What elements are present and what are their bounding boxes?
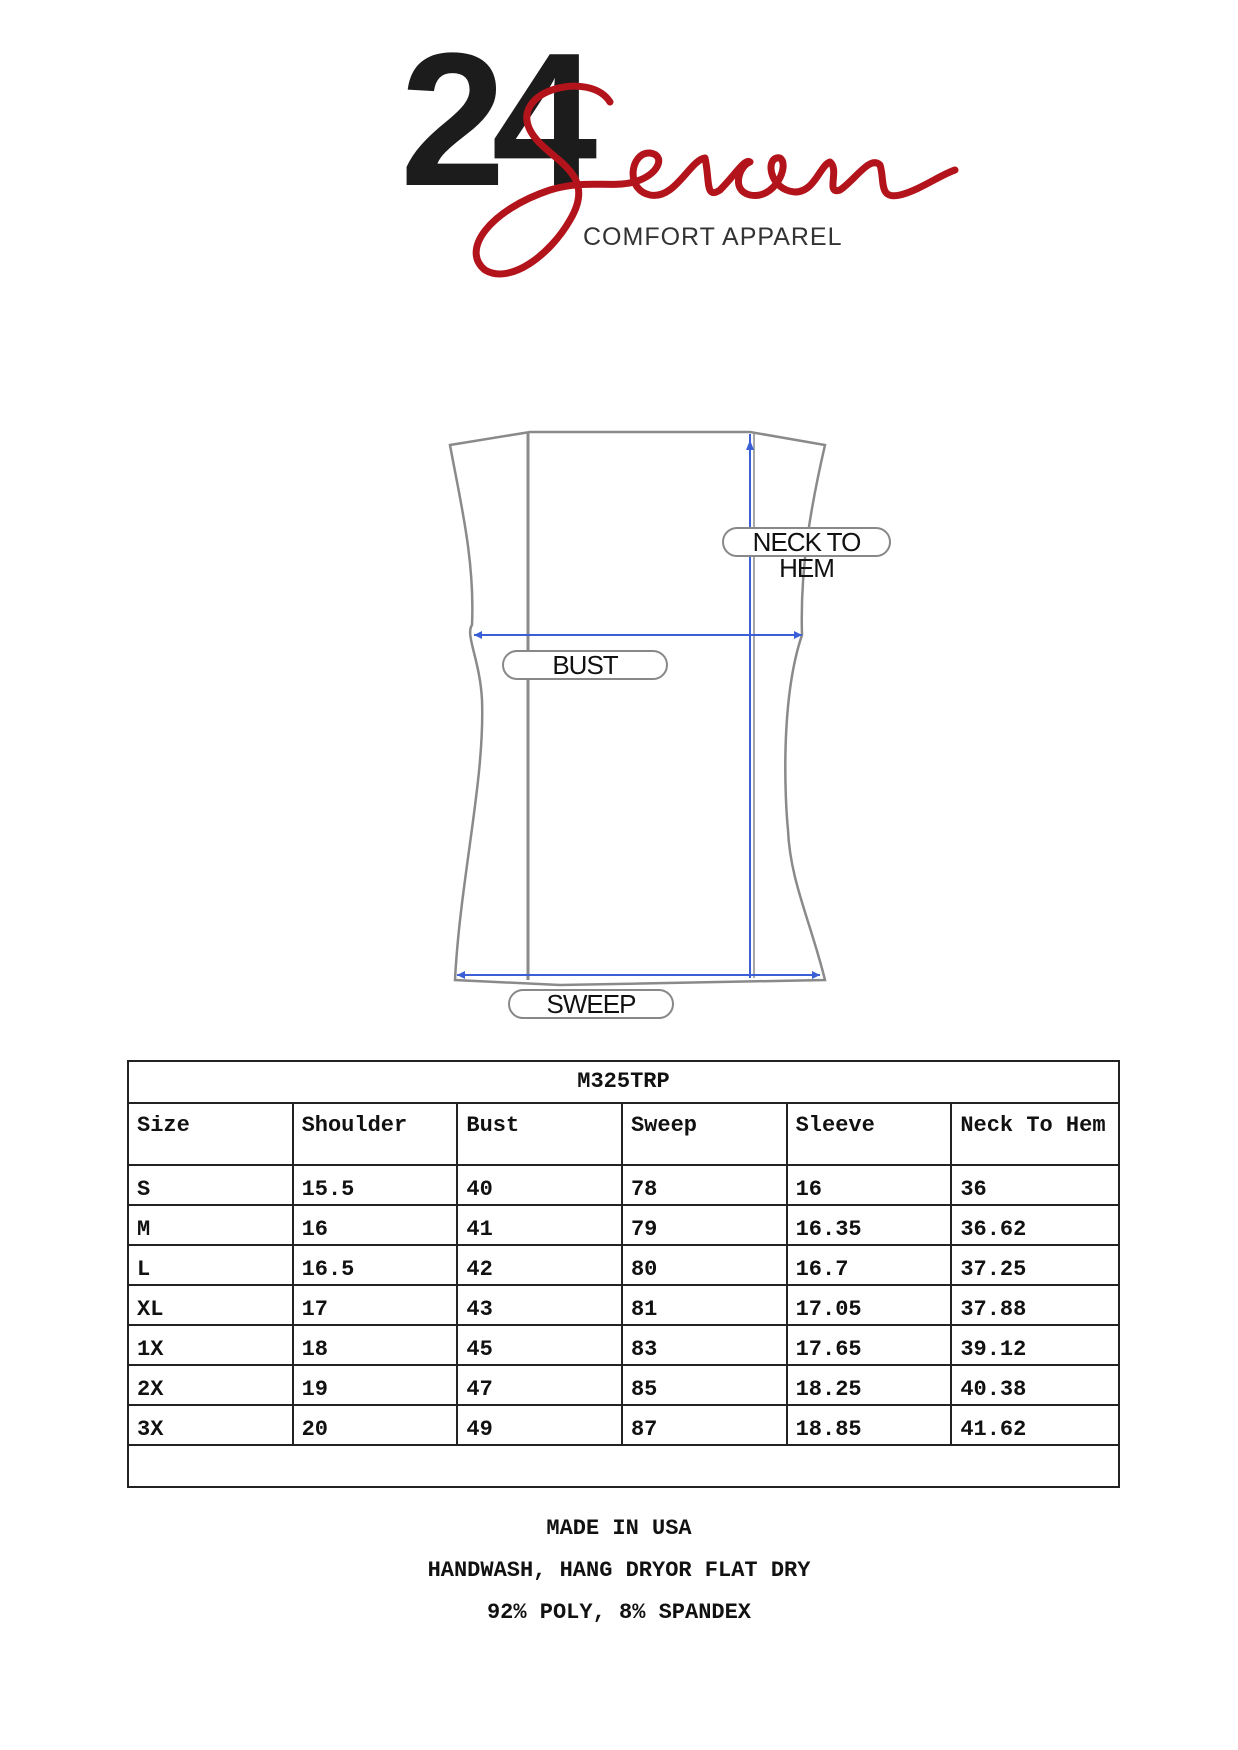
neck-to-hem-cell: 40.38 — [951, 1365, 1119, 1405]
sleeve-cell: 17.65 — [787, 1325, 952, 1365]
neck-to-hem-cell: 36.62 — [951, 1205, 1119, 1245]
logo-script-seven — [400, 14, 960, 290]
neck-to-hem-label: NECK TO HEM — [722, 527, 891, 557]
shoulder-cell: 19 — [293, 1365, 458, 1405]
shoulder-cell: 16 — [293, 1205, 458, 1245]
logo-number: 24 — [400, 14, 584, 226]
neck-to-hem-cell: 39.12 — [951, 1325, 1119, 1365]
neck-to-hem-cell: 37.88 — [951, 1285, 1119, 1325]
bust-cell: 41 — [457, 1205, 622, 1245]
size-cell: 1X — [128, 1325, 293, 1365]
shoulder-cell: 18 — [293, 1325, 458, 1365]
neck-to-hem-cell: 36 — [951, 1165, 1119, 1205]
size-cell: S — [128, 1165, 293, 1205]
sleeve-cell: 16 — [787, 1165, 952, 1205]
shoulder-cell: 20 — [293, 1405, 458, 1445]
neck-to-hem-cell: 41.62 — [951, 1405, 1119, 1445]
bust-cell: 47 — [457, 1365, 622, 1405]
sleeve-cell: 17.05 — [787, 1285, 952, 1325]
size-cell: L — [128, 1245, 293, 1285]
brand-logo — [400, 14, 960, 290]
header-neck-to-hem: Neck To Hem — [951, 1103, 1119, 1165]
bust-cell: 45 — [457, 1325, 622, 1365]
sweep-cell: 83 — [622, 1325, 787, 1365]
origin-text: MADE IN USA — [546, 1516, 692, 1541]
table-row — [128, 1205, 1119, 1245]
sweep-cell: 78 — [622, 1165, 787, 1205]
size-cell: XL — [128, 1285, 293, 1325]
sleeve-cell: 16.7 — [787, 1245, 952, 1285]
bust-cell: 43 — [457, 1285, 622, 1325]
neck-to-hem-cell: 37.25 — [951, 1245, 1119, 1285]
garment-outline — [440, 420, 860, 1030]
fabric-content: 92% POLY, 8% SPANDEX — [486, 1600, 752, 1625]
bust-cell: 49 — [457, 1405, 622, 1445]
bust-label: BUST — [502, 650, 668, 680]
sleeve-cell: 18.25 — [787, 1365, 952, 1405]
garment-diagram — [440, 420, 860, 1030]
size-cell: 2X — [128, 1365, 293, 1405]
sweep-cell: 81 — [622, 1285, 787, 1325]
header-shoulder: Shoulder — [293, 1103, 458, 1165]
table-row — [128, 1405, 1119, 1445]
table-row — [128, 1165, 1119, 1205]
bust-cell: 42 — [457, 1245, 622, 1285]
sweep-cell: 80 — [622, 1245, 787, 1285]
sleeve-cell: 18.85 — [787, 1405, 952, 1445]
size-cell: M — [128, 1205, 293, 1245]
size-cell: 3X — [128, 1405, 293, 1445]
bust-cell: 40 — [457, 1165, 622, 1205]
sweep-label: SWEEP — [508, 989, 674, 1019]
sweep-cell: 79 — [622, 1205, 787, 1245]
logo-tagline: COMFORT APPAREL — [583, 223, 843, 251]
style-number: M325TRP — [128, 1061, 1119, 1103]
header-size: Size — [128, 1103, 293, 1165]
header-bust: Bust — [457, 1103, 622, 1165]
table-row — [128, 1285, 1119, 1325]
sleeve-cell: 16.35 — [787, 1205, 952, 1245]
table-header-row — [128, 1103, 1119, 1165]
sweep-cell: 87 — [622, 1405, 787, 1445]
table-empty-row — [128, 1445, 1119, 1487]
shoulder-cell: 15.5 — [293, 1165, 458, 1205]
table-title-row — [128, 1061, 1119, 1103]
sweep-cell: 85 — [622, 1365, 787, 1405]
shoulder-cell: 16.5 — [293, 1245, 458, 1285]
size-chart-table — [127, 1060, 1120, 1488]
care-instructions: HANDWASH, HANG DRYOR FLAT DRY — [427, 1558, 811, 1583]
table-row — [128, 1245, 1119, 1285]
header-sweep: Sweep — [622, 1103, 787, 1165]
empty-cell — [128, 1445, 1119, 1487]
table-row — [128, 1365, 1119, 1405]
header-sleeve: Sleeve — [787, 1103, 952, 1165]
shoulder-cell: 17 — [293, 1285, 458, 1325]
table-row — [128, 1325, 1119, 1365]
